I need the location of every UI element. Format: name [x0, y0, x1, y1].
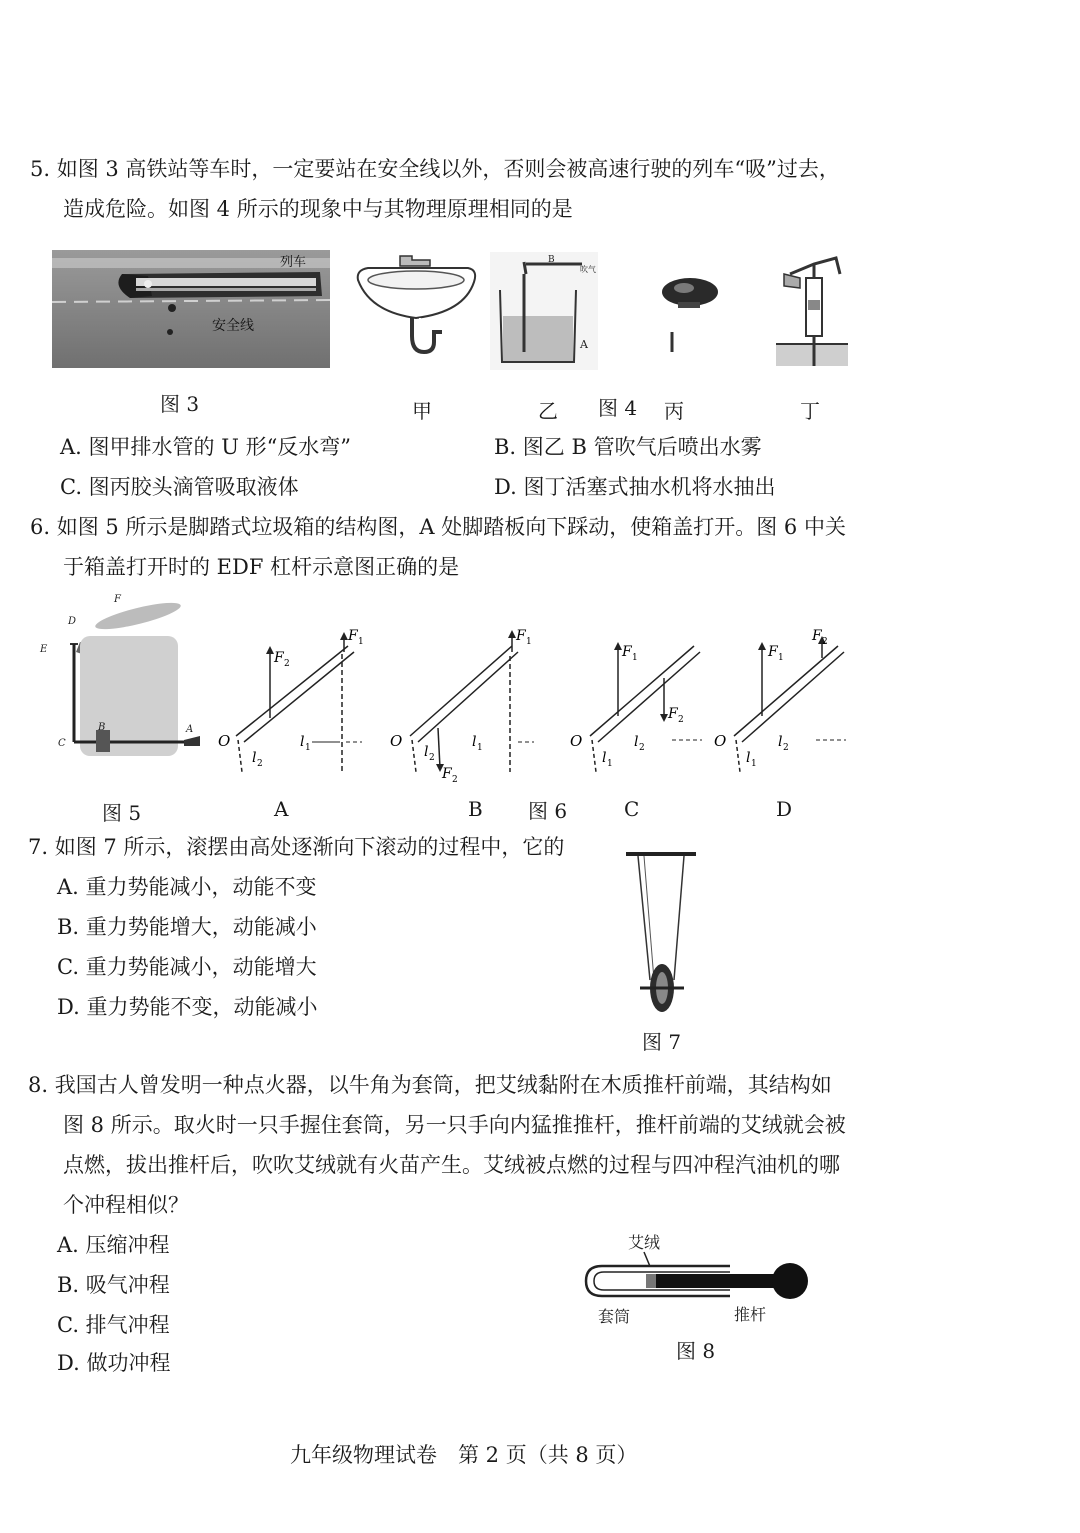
- fig7-caption: 图 7: [642, 1030, 682, 1054]
- svg-text:F: F: [668, 706, 678, 722]
- svg-text:l: l: [472, 734, 477, 750]
- svg-text:2: 2: [429, 753, 435, 763]
- q6-stem-line2: 于箱盖打开时的 EDF 杠杆示意图正确的是: [63, 555, 460, 579]
- fig4-caption: 图 4: [598, 396, 638, 420]
- sub-label-jia: 甲: [412, 399, 432, 423]
- svg-text:F: F: [622, 644, 632, 660]
- svg-text:2: 2: [639, 743, 645, 753]
- q7-stem: 7. 如图 7 所示，滚摆由高处逐渐向下滚动的过程中，它的: [28, 835, 565, 859]
- svg-text:l: l: [634, 734, 639, 750]
- q8-option-a: A. 压缩冲程: [57, 1233, 170, 1257]
- fig3-caption: 图 3: [160, 392, 200, 416]
- q5-option-a: A. 图甲排水管的 U 形“反水弯”: [60, 435, 352, 459]
- figure-ding-pump: [770, 248, 850, 370]
- svg-text:D: D: [68, 616, 77, 627]
- figure-yi-beaker: [490, 252, 598, 370]
- sub-label-bing: 丙: [664, 399, 684, 423]
- svg-text:F: F: [274, 650, 284, 666]
- sub-label-ding: 丁: [800, 399, 820, 423]
- figure-3-train-station: [52, 250, 330, 368]
- figure-bing-dropper: [650, 270, 730, 360]
- q7-option-d: D. 重力势能不变，动能减小: [57, 995, 318, 1019]
- svg-text:l: l: [602, 750, 607, 766]
- lever-label-a: A: [274, 797, 289, 821]
- lever-diagram-c: [562, 632, 712, 778]
- q8-option-b: B. 吸气冲程: [57, 1273, 170, 1297]
- fig3-label-train: 列车: [280, 255, 307, 270]
- svg-text:O: O: [218, 732, 231, 750]
- svg-text:2: 2: [783, 743, 789, 753]
- fig8-label-rod: 推杆: [734, 1305, 767, 1324]
- svg-text:1: 1: [632, 653, 638, 663]
- figure-5-trash-can: [34, 590, 210, 766]
- svg-text:O: O: [390, 732, 403, 750]
- svg-text:1: 1: [607, 759, 613, 769]
- lever-diagram-a: [212, 622, 366, 774]
- svg-text:1: 1: [358, 637, 364, 647]
- q5-stem-line2: 造成危险。如图 4 所示的现象中与其物理原理相同的是: [63, 197, 573, 221]
- q7-option-c: C. 重力势能减小，动能增大: [57, 955, 317, 979]
- svg-text:1: 1: [526, 637, 532, 647]
- svg-text:2: 2: [284, 659, 290, 669]
- q8-stem-line3: 点燃，拔出推杆后，吹吹艾绒就有火苗产生。艾绒被点燃的过程与四冲程汽油机的哪: [63, 1153, 840, 1177]
- svg-text:l: l: [300, 734, 305, 750]
- svg-text:1: 1: [751, 759, 757, 769]
- figure-8-fire-piston: [580, 1228, 820, 1328]
- svg-text:O: O: [570, 732, 583, 750]
- svg-text:2: 2: [822, 637, 828, 647]
- svg-text:E: E: [40, 644, 48, 655]
- figure-7-maxwell-wheel: [620, 848, 704, 1024]
- svg-text:l: l: [746, 750, 751, 766]
- lever-diagram-d: [706, 622, 856, 778]
- svg-text:F: F: [516, 628, 526, 644]
- svg-text:O: O: [714, 732, 727, 750]
- q7-option-a: A. 重力势能减小，动能不变: [57, 875, 317, 899]
- svg-text:l: l: [778, 734, 783, 750]
- lever-label-b: B: [468, 797, 483, 821]
- q8-option-c: C. 排气冲程: [57, 1313, 170, 1337]
- svg-text:A: A: [186, 724, 194, 735]
- figure-jia-washbasin: [350, 252, 480, 372]
- q6-stem-line1: 6. 如图 5 所示是脚踏式垃圾箱的结构图，A 处脚踏板向下踩动，使箱盖打开。图 6 中关: [30, 515, 846, 539]
- q8-stem-line4: 个冲程相似？: [63, 1193, 189, 1217]
- svg-text:1: 1: [778, 653, 784, 663]
- q5-option-b: B. 图乙 B 管吹气后喷出水雾: [494, 435, 762, 459]
- svg-text:1: 1: [477, 743, 483, 753]
- svg-text:1: 1: [305, 743, 311, 753]
- fig6-caption: 图 6: [528, 799, 568, 823]
- svg-text:l: l: [424, 744, 429, 760]
- q5-option-c: C. 图丙胶头滴管吸取液体: [60, 475, 299, 499]
- q8-option-d: D. 做功冲程: [57, 1351, 171, 1375]
- svg-text:2: 2: [678, 715, 684, 725]
- lever-label-c: C: [624, 797, 640, 821]
- page-footer: 九年级物理试卷 第 2 页（共 8 页）: [290, 1443, 638, 1467]
- svg-text:F: F: [442, 766, 452, 782]
- svg-text:F: F: [114, 594, 121, 605]
- q7-option-b: B. 重力势能增大，动能减小: [57, 915, 317, 939]
- svg-text:C: C: [58, 738, 66, 749]
- fig8-caption: 图 8: [676, 1339, 716, 1363]
- q5-option-d: D. 图丁活塞式抽水机将水抽出: [494, 475, 776, 499]
- sub-label-yi: 乙: [538, 399, 558, 423]
- svg-text:B: B: [98, 722, 106, 733]
- lever-label-d: D: [776, 797, 793, 821]
- svg-text:2: 2: [257, 759, 263, 769]
- svg-text:F: F: [768, 644, 778, 660]
- q8-stem-line1: 8. 我国古人曾发明一种点火器，以牛角为套筒，把艾绒黏附在木质推杆前端，其结构如: [28, 1073, 832, 1097]
- svg-text:A: A: [580, 338, 588, 351]
- svg-text:B: B: [548, 255, 555, 265]
- fig3-label-safety-line: 安全线: [212, 318, 254, 334]
- fig5-caption: 图 5: [102, 801, 142, 825]
- svg-text:吹气: 吹气: [580, 265, 596, 274]
- fig8-label-ai: 艾绒: [628, 1233, 661, 1252]
- svg-text:F: F: [812, 628, 822, 644]
- fig8-label-tube: 套筒: [598, 1307, 631, 1326]
- svg-text:F: F: [348, 628, 358, 644]
- svg-text:l: l: [252, 750, 257, 766]
- q8-stem-line2: 图 8 所示。取火时一只手握住套筒，另一只手向内猛推推杆，推杆前端的艾绒就会被: [63, 1113, 846, 1137]
- lever-diagram-b: [382, 622, 538, 782]
- svg-text:2: 2: [452, 775, 458, 782]
- q5-stem-line1: 5. 如图 3 高铁站等车时，一定要站在安全线以外，否则会被高速行驶的列车“吸”过去，: [30, 157, 840, 181]
